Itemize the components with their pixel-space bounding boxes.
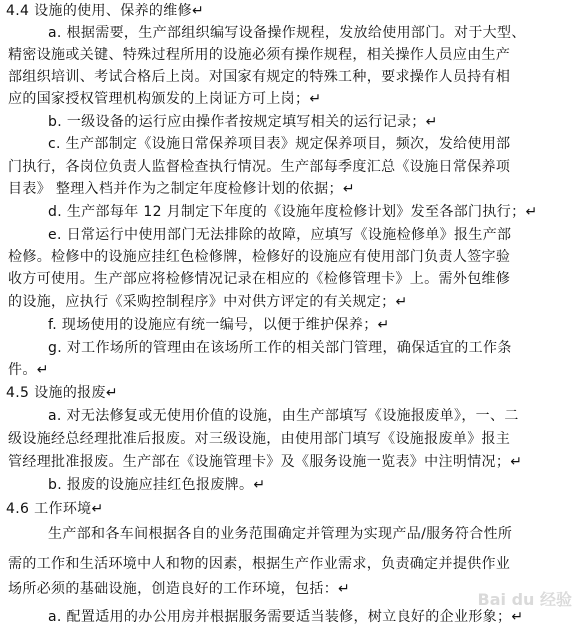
- paragraph-line: 需的工作和生活环境中人和物的因素，根据生产作业需求，负责确定并提供作业: [8, 556, 511, 572]
- paragraph-line: a. 对无法修复或无使用价值的设施，由生产部填写《设施报废单》，一、二: [48, 408, 519, 424]
- paragraph-line: c. 生产部制定《设施日常保养项目表》规定保养项目，频次，发给使用部: [48, 136, 511, 152]
- paragraph-line: d. 生产部每年 12 月制定下年度的《设施年度检修计划》发至各部门执行；↵: [48, 204, 538, 220]
- paragraph-line: 目表》 整理入档并作为之制定年度检修计划的依据；↵: [8, 181, 355, 197]
- heading-4-5: 4.5 设施的报废↵: [6, 385, 118, 401]
- paragraph-line: 收方可使用。生产部应将检修情况记录在相应的《检修管理卡》上。需外包维修: [8, 271, 511, 287]
- baidu-jingyan-watermark: Bai du 经验: [477, 590, 572, 609]
- paragraph-line: a. 配置适用的办公用房并根据服务需要适当装修，树立良好的企业形象；↵: [48, 609, 524, 625]
- paragraph-line: 管经理批准报废。生产部在《设施管理卡》及《服务设施一览表》中注明情况；↵: [8, 454, 523, 470]
- heading-4-4: 4.4 设施的使用、保养的维修↵: [6, 3, 205, 19]
- paragraph-line: 件。↵: [8, 362, 49, 378]
- paragraph-line: 的设施，应执行《采购控制程序》中对供方评定的有关规定；↵: [8, 294, 408, 310]
- paragraph-line: g. 对工作场所的管理由在该场所工作的相关部门管理，确保适宜的工作条: [48, 340, 512, 356]
- paragraph-line: 应的国家授权管理机构颁发的上岗证方可上岗；↵: [8, 91, 322, 107]
- paragraph-line: 场所必须的基础设施，创造良好的工作环境，包括：↵: [8, 581, 351, 597]
- paragraph-line: b. 报废的设施应挂红色报废牌。↵: [48, 477, 266, 493]
- paragraph-line: 门执行，各岗位负责人监督检查执行情况。生产部每季度汇总《设施日常保养项: [8, 159, 511, 175]
- paragraph-line: 级设施经总经理批准后报废。对三级设施，由使用部门填写《设施报废单》报主: [8, 431, 511, 447]
- paragraph-line: 检修。检修中的设施应挂红色检修牌，检修好的设施应有使用部门负责人签字验: [8, 249, 511, 265]
- paragraph-line: 生产部和各车间根据各自的业务范围确定并管理为实现产品/服务符合性所: [48, 526, 513, 542]
- paragraph-line: 部组织培训、考试合格后上岗。对国家有规定的特殊工种，要求操作人员持有相: [8, 69, 511, 85]
- heading-4-6: 4.6 工作环境↵: [6, 501, 104, 517]
- paragraph-line: e. 日常运行中使用部门无法排除的故障，应填写《设施检修单》报生产部: [48, 227, 512, 243]
- paragraph-line: a. 根据需要，生产部组织编写设备操作规程，发放给使用部门。对于大型、: [48, 25, 526, 41]
- paragraph-line: f. 现场使用的设施应有统一编号，以便于维护保养；↵: [48, 317, 390, 333]
- paragraph-line: 精密设施或关键、特殊过程所用的设施必须有操作规程，相关操作人员应由生产: [8, 47, 511, 63]
- paragraph-line: b. 一级设备的运行应由操作者按规定填写相关的运行记录；↵: [48, 114, 438, 130]
